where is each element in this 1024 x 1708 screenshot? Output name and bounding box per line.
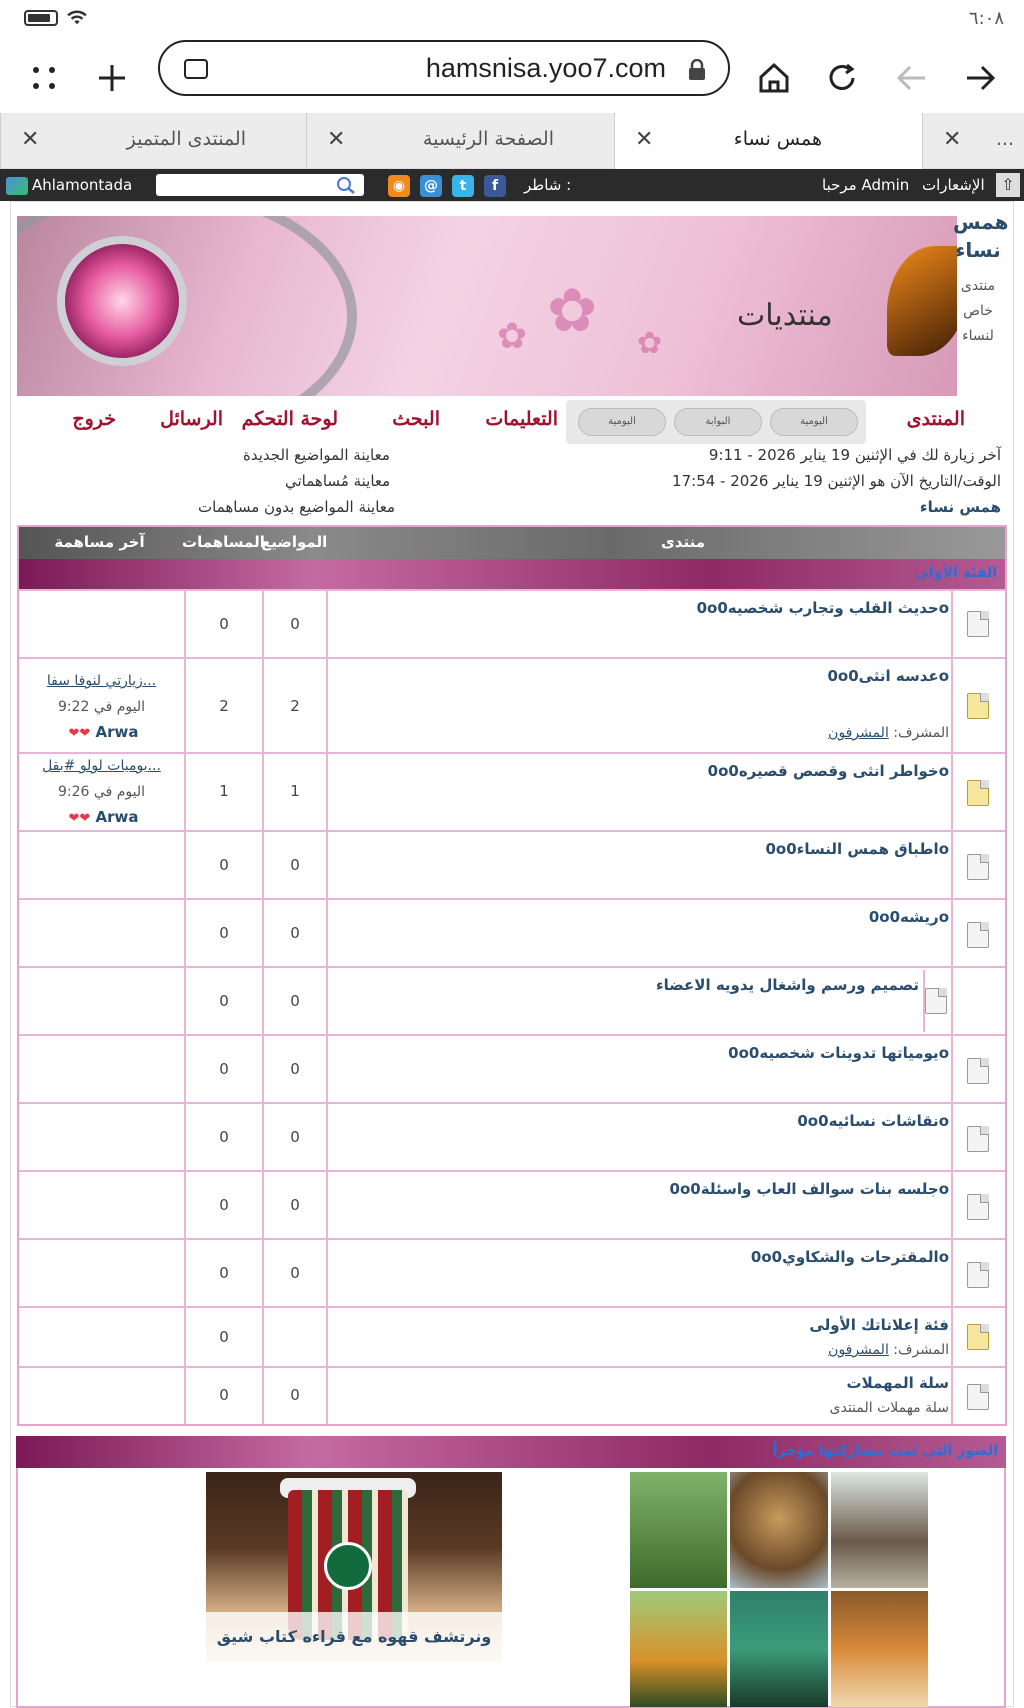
address-bar[interactable] [158,40,730,96]
leaf-icon: ✿ [497,316,528,357]
forum-title-link[interactable]: 0oنقاشات نسائيه0o [797,1112,949,1130]
forum-read-icon [967,1384,989,1410]
topics-cell [262,659,326,752]
facebook-icon[interactable]: f [484,175,506,197]
icon-cell [951,1104,1005,1170]
topics-cell [262,1104,326,1170]
butterfly-image [887,246,957,356]
header-last-post: آخر مساهمة [54,533,145,551]
posts-cell [184,1368,262,1424]
posts-cell [184,1172,262,1238]
header-forum: منتدى [661,533,705,551]
url-text: hamsnisa.yoo7.com [425,53,666,83]
last-post-cell [19,1172,184,1238]
posts-count: 0 [219,1196,229,1214]
table-row [19,1366,1005,1424]
moderators-link[interactable]: المشرفون [828,1342,889,1358]
forum-read-icon [925,988,947,1014]
email-icon[interactable]: @ [420,175,442,197]
status-time: ٦:٠٨ [968,8,1004,29]
table-row [19,657,1005,752]
close-icon[interactable]: ✕ [943,127,962,152]
tab-label: ... [995,128,1014,150]
forum-title-link[interactable]: فئة إعلاناتك الأولى [809,1316,949,1334]
topics-cell [262,1368,326,1424]
moderators-link[interactable]: المشرفون [828,725,889,741]
table-row [19,898,1005,966]
tab-label: الصفحة الرئيسية [422,128,554,150]
nav-control-panel[interactable]: لوحة التحكم [241,408,338,430]
table-row [19,1306,1005,1366]
tab-switcher-icon[interactable] [184,59,208,79]
posts-count: 1 [219,782,229,800]
forum-toolbar [0,169,1024,201]
site-description: منتدى خاص لنساء [960,278,996,344]
posts-count: 0 [219,992,229,1010]
close-icon[interactable]: ✕ [635,127,654,152]
cup-logo-icon [324,1542,372,1590]
image-caption: ونرتشف قهوه مع قراءه كتاب شيق [206,1612,502,1662]
last-post-cell [19,832,184,898]
category-title[interactable]: الفئة الأولى [914,565,997,581]
forum-title-link[interactable]: 0oاطباق همس النساء0o [765,840,949,858]
notifications-link[interactable]: الإشعارات [922,176,985,194]
posts-count: 0 [219,856,229,874]
main-nav [11,398,1013,444]
forum-title-link[interactable]: 0oحديث القلب وتجارب شخصيه0o [696,599,949,617]
icon-cell [951,832,1005,898]
topics-count: 0 [290,1196,300,1214]
last-post-cell [19,1104,184,1170]
browser-toolbar [0,40,1024,112]
tab-strip [0,113,1024,169]
tiger-photo [630,1591,727,1707]
icon-cell [951,1036,1005,1102]
moderator-line [828,725,949,741]
ahlamontada-logo-icon [6,177,28,195]
table-row [19,830,1005,898]
forum-banner [17,216,957,396]
posts-cell [184,1308,262,1366]
forum-title-link[interactable]: 0oيومياتها تدوينات شخصيه0o [728,1044,949,1062]
icon-cell [951,968,1005,1034]
table-row [19,966,1005,1034]
forum-read-icon [967,854,989,880]
topics-cell [262,1036,326,1102]
icon-cell [951,900,1005,966]
last-post-cell [19,1308,184,1366]
search-icon[interactable] [336,176,356,194]
tab-label: همس نساء [733,128,822,150]
icon-cell [951,659,1005,752]
forum-title-link[interactable]: 0oخواطر انثى وقصص قصيره0o [707,762,949,780]
topics-cell [262,1308,326,1366]
forum-read-icon [967,1262,989,1288]
forward-icon[interactable] [958,56,1002,100]
topics-cell [262,1240,326,1306]
posts-count: 0 [219,1264,229,1282]
site-name: همس نساء [953,210,1009,262]
subforum-icon-cell [923,970,951,1032]
last-post-username[interactable]: Arwa [95,808,139,826]
forum-read-icon [967,1194,989,1220]
current-time: الوقت/التاريخ الآن هو الإثنين 19 يناير 2026 - 17:54 [672,472,1001,490]
last-post-cell [19,754,184,830]
search-input[interactable] [156,174,364,196]
posts-count: 0 [219,615,229,633]
topics-cell [262,968,326,1034]
tiger2-photo [831,1591,928,1707]
last-post-cell [19,900,184,966]
forum-cell [326,900,951,966]
posts-cell [184,968,262,1034]
nav-logout[interactable]: خروج [72,408,116,430]
reload-icon[interactable] [820,56,864,100]
table-row [19,589,1005,657]
flower-image [57,236,187,366]
topics-cell [262,1172,326,1238]
twitter-icon[interactable]: t [452,175,474,197]
last-post-user[interactable] [19,723,184,741]
topics-count: 0 [290,856,300,874]
icon-cell [951,1368,1005,1424]
nav-icon-strip [566,400,866,444]
last-post-cell [19,1036,184,1102]
last-post-link[interactable]: يوميات لولو #بقل... [42,758,161,774]
wifi-icon [66,10,88,26]
nav-calendar-label: اليومية [800,416,828,427]
topics-cell [262,591,326,657]
forum-unread-icon [967,780,989,806]
table-row [19,1238,1005,1306]
tab-label: المنتدى المتميز [126,128,246,150]
share-label: شاطر : [524,176,572,194]
nav-forum[interactable]: المنتدى [906,408,965,430]
moderator-label: المشرف: [893,725,949,741]
brand-label[interactable]: Ahlamontada [32,176,133,194]
table-row [19,1034,1005,1102]
scroll-up-icon[interactable]: ⇧ [996,173,1020,197]
battery-icon [24,10,58,26]
last-post-user[interactable] [19,808,184,826]
tab-1[interactable] [922,113,1024,169]
icon-cell [951,754,1005,830]
nav-calendar2-button[interactable] [578,408,666,436]
forum-table [17,525,1007,1426]
topics-count: 0 [290,924,300,942]
posts-count: 0 [219,924,229,942]
posts-cell [184,591,262,657]
last-post-username[interactable]: Arwa [95,723,139,741]
posts-count: 0 [219,1060,229,1078]
forum-title-link[interactable]: 0oعدسه انثى0o [827,667,949,685]
table-row [19,752,1005,830]
rss-icon[interactable]: ◉ [388,175,410,197]
status-bar [0,0,1024,40]
lock-icon [688,59,706,81]
nav-messages[interactable]: الرسائل [160,408,223,430]
close-icon[interactable]: ✕ [327,127,346,152]
last-post-cell [19,1368,184,1424]
table-row [19,1102,1005,1170]
animals-collage[interactable] [630,1472,928,1707]
topics-cell [262,900,326,966]
topics-cell [262,754,326,830]
posts-count: 0 [219,1386,229,1404]
posts-cell [184,1036,262,1102]
last-visit: آخر زيارة لك في الإثنين 19 يناير 2026 - 9:11 [708,446,1001,464]
forum-description: سلة مهملات المنتدى [829,1400,949,1416]
posts-cell [184,832,262,898]
bird-photo [630,1472,727,1588]
last-post-time: اليوم في 9:26 [58,784,145,800]
nav-faq[interactable]: التعليمات [485,408,558,430]
leaf-icon: ✿ [637,326,663,361]
view-unanswered-link[interactable]: معاينة المواضيع بدون مساهمات [198,498,396,516]
close-icon[interactable]: ✕ [21,127,40,152]
recent-images-header [16,1436,1006,1468]
posts-cell [184,659,262,752]
posts-cell [184,1240,262,1306]
table-row [19,1170,1005,1238]
forum-read-icon [967,1126,989,1152]
welcome-label[interactable]: مرحبا Admin [822,176,910,194]
nav-calendar-button[interactable] [770,408,858,436]
posts-count: 0 [219,1128,229,1146]
owl-photo [730,1472,827,1588]
category-row [19,559,1005,589]
icon-cell [951,591,1005,657]
view-new-topics-link[interactable]: معاينة المواضيع الجديدة [243,446,390,464]
topics-count: 0 [290,1128,300,1146]
home-icon[interactable] [752,56,796,100]
forum-unread-icon [967,693,989,719]
posts-cell [184,1104,262,1170]
topics-count: 0 [290,1386,300,1404]
last-post-cell [19,968,184,1034]
last-post-link[interactable]: زيارتي لنوفا سفا... [46,673,157,689]
forum-read-icon [967,611,989,637]
forum-title-link[interactable]: تصميم ورسم واشغال يدويه الاعضاء [655,976,919,994]
heart-icon: ❤❤ [68,726,91,741]
forum-unread-icon [967,1324,989,1350]
peacock-photo [730,1591,827,1707]
last-post-cell [19,1240,184,1306]
back-icon[interactable] [890,56,934,100]
last-post-time: اليوم في 9:22 [58,699,145,715]
leaf-icon: ✿ [547,276,598,346]
recent-images-title: الصور التي تمت مشاركتها مؤخراً [772,1443,998,1459]
view-my-posts-link[interactable]: معاينة مُساهماتي [285,472,391,490]
menu-dots-icon[interactable] [22,56,66,100]
tab-4[interactable] [0,113,306,169]
topics-count: 2 [290,697,300,715]
topics-count: 0 [290,615,300,633]
icon-cell [951,1240,1005,1306]
new-tab-icon[interactable] [90,56,134,100]
forum-title-link[interactable]: 0oريشه0o [868,908,949,926]
nav-portal-button[interactable] [674,408,762,436]
status-icons [24,10,88,26]
posts-cell [184,754,262,830]
moderator-line [828,1342,949,1358]
forum-title-link[interactable]: سلة المهملات [846,1374,949,1392]
header-topics: المواضيع [261,533,328,551]
topics-count: 0 [290,1060,300,1078]
coffee-image[interactable] [206,1472,502,1662]
banner-title: منتديات [737,298,833,333]
last-post-cell [19,659,184,752]
tab-active[interactable] [614,113,922,169]
forum-title-link[interactable]: 0oالمقترحات والشكاوي0o [750,1248,949,1266]
posts-count: 2 [219,697,229,715]
last-post-cell [19,591,184,657]
forum-read-icon [967,1058,989,1084]
posts-count: 0 [219,1328,229,1346]
topics-count: 0 [290,992,300,1010]
nav-search[interactable]: البحث [392,408,440,430]
topics-count: 1 [290,782,300,800]
heart-icon: ❤❤ [68,811,91,826]
nav-calendar2-label: اليومية [608,416,636,427]
topics-cell [262,832,326,898]
topics-count: 0 [290,1264,300,1282]
moderator-label: المشرف: [893,1342,949,1358]
header-posts: المساهمات [182,533,265,551]
forum-title-link[interactable]: 0oجلسه بنات سوالف العاب واسئلة0o [669,1180,949,1198]
nav-portal-label: البوابة [705,416,731,427]
icon-cell [951,1308,1005,1366]
breadcrumb-home[interactable]: همس نساء [919,498,1001,516]
eagle-photo [831,1472,928,1588]
posts-cell [184,900,262,966]
icon-cell [951,1172,1005,1238]
tab-3[interactable] [306,113,614,169]
table-header [19,527,1005,559]
forum-read-icon [967,922,989,948]
